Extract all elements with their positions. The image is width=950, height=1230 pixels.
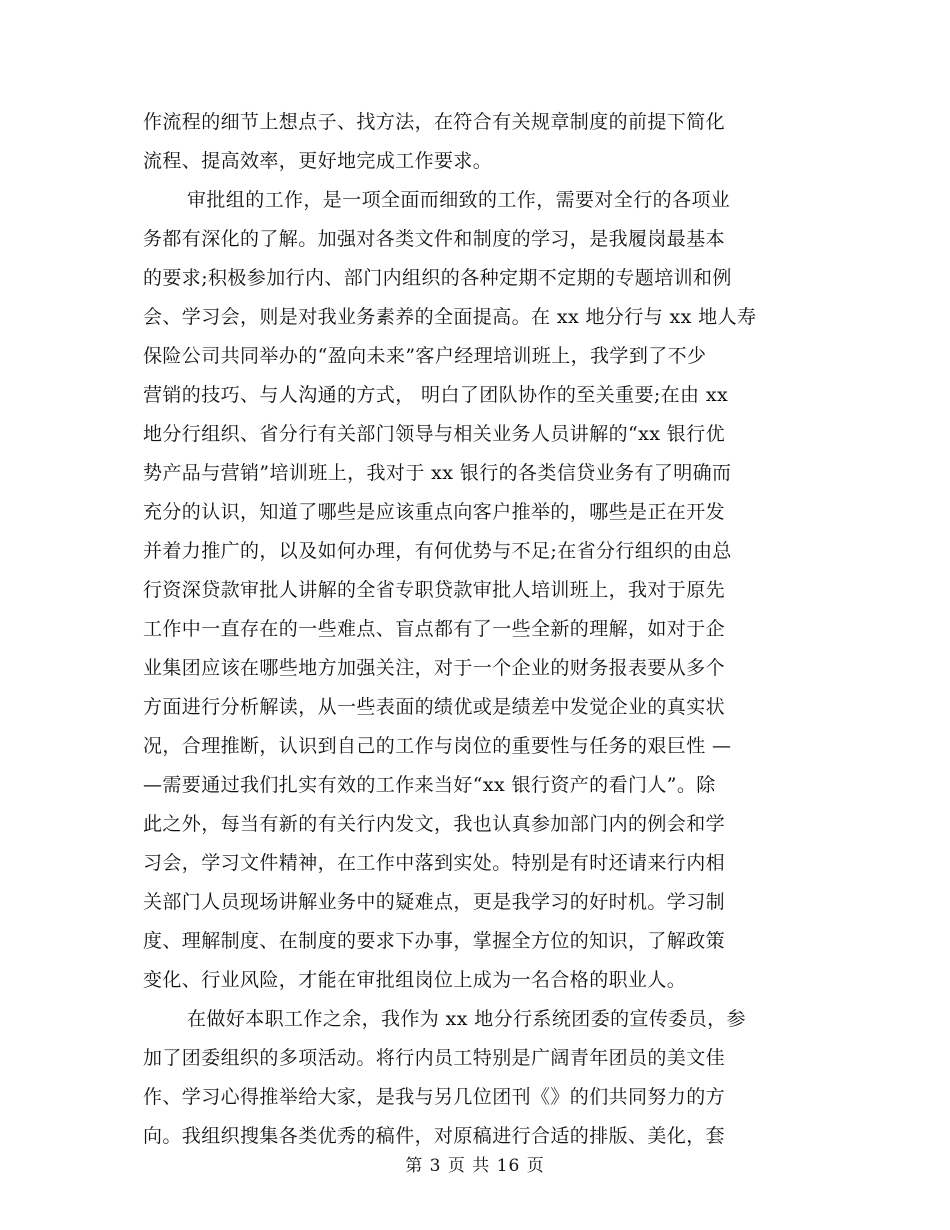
page-number-footer: 第 3 页 共 16 页 [405,1156,545,1176]
body-line: 关部门人员现场讲解业务中的疑难点，更是我学习的好时机。学习制 [143,891,726,913]
body-line: 业集团应该在哪些地方加强关注，对于一个企业的财务报表要从多个 [143,657,726,679]
body-line: 作、学习心得推举给大家，是我与另几位团刊《》的们共同努力的方 [143,1086,726,1108]
body-line: 况，合理推断，认识到自己的工作与岗位的重要性与任务的艰巨性 — [143,735,732,757]
body-line: 的要求;积极参加行内、部门内组织的各种定期不定期的专题培训和例 [143,267,732,289]
body-line: —需要通过我们扎实有效的工作来当好“xx 银行资产的看门人”。除 [143,774,716,796]
body-line: 此之外，每当有新的有关行内发文，我也认真参加部门内的例会和学 [143,813,726,835]
body-line: 会、学习会，则是对我业务素养的全面提高。在 xx 地分行与 xx 地人寿 [143,306,757,328]
body-line: 地分行组织、省分行有关部门领导与相关业务人员讲解的“xx 银行优 [143,423,725,445]
body-line: 营销的技巧、与人沟通的方式， 明白了团队协作的至关重要;在由 xx [143,384,729,406]
body-line: 习会，学习文件精神，在工作中落到实处。特别是有时还请来行内相 [143,852,726,874]
body-line: 加了团委组织的多项活动。将行内员工特别是广阔青年团员的美文佳 [143,1047,726,1069]
body-line: 变化、行业风险，才能在审批组岗位上成为一名合格的职业人。 [143,969,687,991]
body-line: 保险公司共同举办的“盈向未来”客户经理培训班上，我学到了不少 [143,345,707,367]
body-line: 工作中一直存在的一些难点、盲点都有了一些全新的理解，如对于企 [143,618,726,640]
paragraph-start-line: 在做好本职工作之余，我作为 xx 地分行系统团委的宣传委员，参 [187,1008,746,1030]
body-line: 方面进行分析解读，从一些表面的绩优或是绩差中发觉企业的真实状 [143,696,726,718]
body-line: 务都有深化的了解。加强对各类文件和制度的学习，是我履岗最基本 [143,228,726,250]
paragraph-start-line: 审批组的工作，是一项全面而细致的工作，需要对全行的各项业 [187,189,731,211]
body-line: 作流程的细节上想点子、找方法，在符合有关规章制度的前提下简化 [143,111,726,133]
body-line: 势产品与营销”培训班上，我对于 xx 银行的各类信贷业务有了明确而 [143,462,732,484]
body-line: 充分的认识，知道了哪些是应该重点向客户推举的，哪些是正在开发 [143,501,726,523]
body-line: 并着力推广的，以及如何办理，有何优势与不足;在省分行组织的由总 [143,540,732,562]
body-line: 度、理解制度、在制度的要求下办事，掌握全方位的知识，了解政策 [143,930,726,952]
body-line: 流程、提高效率，更好地完成工作要求。 [143,150,493,172]
body-line: 向。我组织搜集各类优秀的稿件，对原稿进行合适的排版、美化，套 [143,1125,726,1147]
body-line: 行资深贷款审批人讲解的全省专职贷款审批人培训班上，我对于原先 [143,579,726,601]
